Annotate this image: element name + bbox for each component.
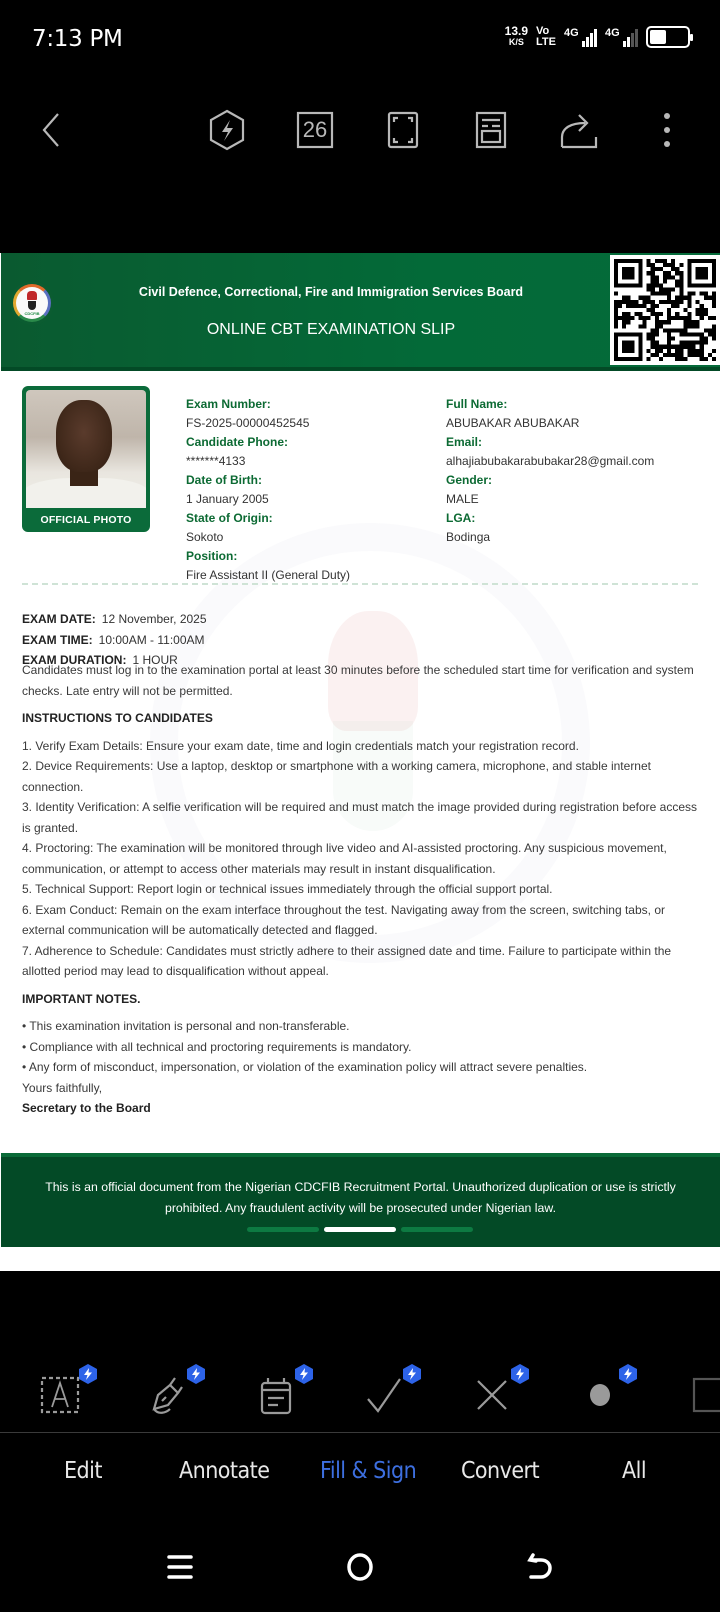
rectangle-icon: [688, 1375, 720, 1415]
network-speed-value: 13.9: [504, 24, 529, 38]
premium-badge: [187, 1364, 205, 1384]
notes-heading: IMPORTANT NOTES.: [22, 991, 141, 1006]
top-toolbar: [0, 95, 720, 165]
premium-badge: [511, 1364, 529, 1384]
network-speed-unit: K/S: [508, 37, 524, 47]
system-back-button[interactable]: [520, 1547, 560, 1587]
cross-tool-button[interactable]: [467, 1370, 517, 1420]
document-page[interactable]: [0, 253, 720, 1271]
tab-edit[interactable]: Edit: [64, 1458, 102, 1484]
exam-number: FS-2025-00000452545: [186, 416, 310, 430]
field-label: Candidate Phone:: [186, 435, 289, 449]
back-icon: [36, 110, 66, 150]
exam-duration-label: EXAM DURATION:: [22, 653, 127, 667]
dot-tool-button[interactable]: [575, 1370, 625, 1420]
qr-code: [610, 255, 720, 365]
sim2-label: 4G: [605, 27, 620, 39]
status-bar: [0, 0, 720, 80]
candidate-photo: [26, 390, 146, 508]
field-label: Gender:: [446, 473, 493, 487]
instruction-item: 5. Technical Support: Report login or technical issues immediately through the official support portal.: [22, 882, 553, 896]
page-count-button[interactable]: [292, 107, 338, 153]
org-name: Civil Defence, Correctional, Fire and Immigration Services Board: [138, 285, 524, 299]
bolt-button[interactable]: [204, 107, 250, 153]
exam-date: 12 November, 2025: [101, 612, 207, 626]
photo-label: OFFICIAL PHOTO: [40, 514, 132, 526]
exam-time-label: EXAM TIME:: [22, 632, 93, 647]
more-button[interactable]: [644, 107, 690, 153]
section-divider: [22, 583, 698, 585]
pen-sign-icon: [148, 1375, 188, 1415]
premium-badge: [619, 1364, 637, 1384]
instructions-heading: INSTRUCTIONS TO CANDIDATES: [22, 711, 213, 725]
footer-disclaimer: This is an official document from the Nigerian CDCFIB Recruitment Portal. Unauthorized duplication or use is strictly prohibited. Any fraudulent activity will be prosecuted under Nigerian law.: [45, 1180, 676, 1215]
dot-icon: [580, 1375, 620, 1415]
field-label: State of Origin:: [186, 511, 273, 525]
exam-duration: 1 HOUR: [132, 653, 178, 667]
battery-icon: [646, 26, 690, 48]
gender: MALE: [446, 492, 479, 506]
field-label: Position:: [186, 549, 238, 563]
closing: Yours faithfully,: [22, 1080, 103, 1095]
slip-title: ONLINE CBT EXAMINATION SLIP: [206, 321, 456, 338]
email: alhajiabubakarabubakar28@gmail.com: [446, 454, 655, 468]
reading-mode-button[interactable]: [468, 107, 514, 153]
field-label: Date of Birth:: [186, 473, 262, 487]
premium-badge: [295, 1364, 313, 1384]
back-button[interactable]: [28, 107, 74, 153]
more-icon: [662, 110, 672, 150]
premium-badge: [79, 1364, 97, 1384]
candidate-details-left: [186, 395, 350, 585]
lga: Bodinga: [446, 530, 491, 544]
tab-convert[interactable]: Convert: [461, 1458, 540, 1484]
state-of-origin: Sokoto: [186, 530, 224, 544]
page-count: 26: [302, 117, 328, 142]
home-icon: [345, 1552, 375, 1582]
candidate-phone: *******4133: [186, 454, 246, 468]
status-icons: [505, 26, 690, 48]
signature-tool-button[interactable]: [143, 1370, 193, 1420]
rectangle-tool-button[interactable]: [683, 1370, 720, 1420]
note-item: • This examination invitation is personal and non-transferable.: [22, 1019, 350, 1033]
exam-date-row: [22, 609, 207, 630]
footer-decoration: [247, 1227, 473, 1232]
cross-icon: [472, 1375, 512, 1415]
instruction-item: 2. Device Requirements: Use a laptop, desktop or smartphone with a working camera, microphone, and stable internet connection.: [22, 759, 651, 794]
clock: 7:13 PM: [32, 26, 123, 52]
candidate-details-right: [446, 395, 654, 547]
intro-paragraph: Candidates must log in to the examination portal at least 30 minutes before the scheduled start time for verification and system checks. Late entry will not be permitted.: [22, 663, 694, 698]
sim1-label: 4G: [564, 27, 579, 39]
field-label: Full Name:: [446, 397, 508, 411]
note-item: • Any form of misconduct, impersonation, or violation of the examination policy will attract severe penalties.: [22, 1060, 588, 1074]
field-label: LGA:: [446, 511, 476, 525]
bolt-icon: [207, 108, 247, 152]
volte-bottom: LTE: [536, 36, 556, 48]
official-photo-card: [22, 386, 150, 532]
instruction-item: 6. Exam Conduct: Remain on the exam interface throughout the test. Navigating away from the screen, switching tabs, or external communication will be automatically detected and flagged.: [22, 902, 665, 937]
tab-fill-sign[interactable]: Fill & Sign: [320, 1458, 417, 1484]
fullscreen-button[interactable]: [380, 107, 426, 153]
share-icon: [559, 110, 599, 150]
premium-badge: [403, 1364, 421, 1384]
position: Fire Assistant II (General Duty): [186, 568, 351, 582]
instruction-item: 1. Verify Exam Details: Ensure your exam date, time and login credentials match your registration record.: [22, 738, 579, 753]
document-body: [22, 660, 705, 1119]
bolt-icon: [192, 1368, 200, 1380]
tab-annotate[interactable]: Annotate: [179, 1458, 270, 1484]
volte-top: Vo: [536, 25, 550, 37]
checkmark-icon: [364, 1375, 404, 1415]
document-header: [1, 253, 720, 371]
signal-sim1-icon: [564, 27, 597, 47]
field-label: Exam Number:: [186, 397, 271, 411]
text-box-icon: [40, 1375, 80, 1415]
share-button[interactable]: [556, 107, 602, 153]
exam-time: 10:00AM - 11:00AM: [98, 632, 205, 647]
signatory: Secretary to the Board: [22, 1101, 151, 1115]
reading-mode-icon: [474, 110, 508, 150]
document-footer: [1, 1153, 720, 1247]
date-of-birth: 1 January 2005: [186, 492, 269, 506]
full-name: ABUBAKAR ABUBAKAR: [446, 416, 580, 430]
date-tool-button[interactable]: [251, 1370, 301, 1420]
bolt-icon: [84, 1368, 92, 1380]
bolt-icon: [624, 1368, 632, 1380]
system-nav-bar: [0, 1535, 720, 1595]
signal-sim2-icon: [605, 27, 638, 47]
fullscreen-icon: [386, 110, 420, 150]
tab-all[interactable]: All: [622, 1458, 647, 1484]
network-speed: [505, 26, 528, 48]
fill-sign-tools: [0, 1350, 720, 1430]
exam-date-label: EXAM DATE:: [22, 612, 96, 626]
tools-divider: [0, 1432, 720, 1433]
exam-time-row: [22, 630, 207, 651]
calendar-date-icon: [256, 1375, 296, 1415]
recents-button[interactable]: [160, 1547, 200, 1587]
logo-text: CDCFIB: [24, 310, 40, 316]
field-label: Email:: [446, 435, 483, 449]
back-icon: [525, 1552, 555, 1582]
instruction-item: 3. Identity Verification: A selfie verification will be required and must match the image provided during registration before access is granted.: [22, 800, 698, 835]
home-button[interactable]: [340, 1547, 380, 1587]
bolt-icon: [516, 1368, 524, 1380]
instruction-item: 4. Proctoring: The examination will be monitored through live video and AI-assisted proctoring. Any suspicious movement, communication, or attempt to access other materials may result in instant disqualification.: [22, 841, 667, 876]
bolt-icon: [408, 1368, 416, 1380]
battery-level: [650, 30, 666, 44]
instruction-item: 7. Adherence to Schedule: Candidates must strictly adhere to their assigned date and time. Failure to participate within the allotted period may lead to disqualification without appeal.: [22, 943, 672, 978]
recents-icon: [166, 1553, 194, 1581]
checkmark-tool-button[interactable]: [359, 1370, 409, 1420]
note-item: • Compliance with all technical and proctoring requirements is mandatory.: [22, 1039, 412, 1054]
mode-tabs: [0, 1458, 720, 1498]
cdcfib-logo: [10, 281, 54, 325]
text-tool-button[interactable]: [35, 1370, 85, 1420]
volte-icon: [536, 26, 556, 48]
bolt-icon: [300, 1368, 308, 1380]
